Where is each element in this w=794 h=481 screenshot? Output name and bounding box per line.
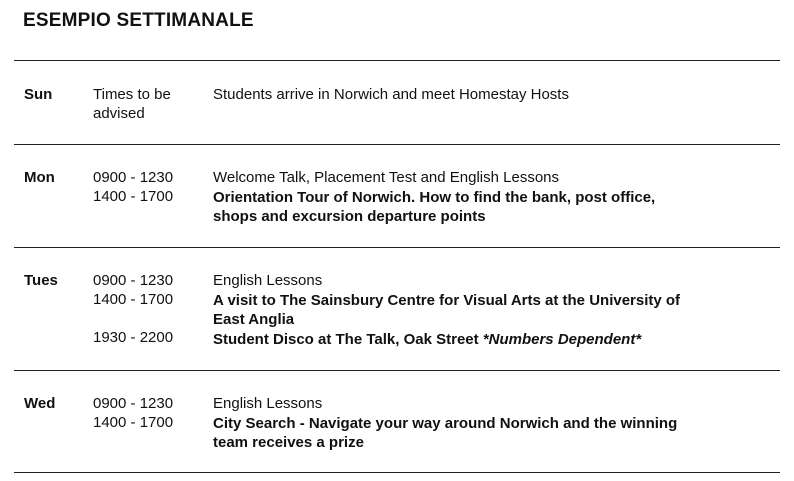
activity-line: shops and excursion departure points	[213, 208, 486, 225]
day-label: Wed	[24, 395, 56, 412]
activity-line: English Lessons	[213, 395, 323, 412]
time-line: advised	[93, 105, 145, 122]
divider	[14, 60, 780, 61]
divider	[14, 472, 780, 473]
divider	[14, 247, 780, 248]
time-cell	[93, 85, 208, 123]
time-cell	[93, 168, 208, 206]
activity-text: Student Disco at The Talk, Oak Street	[213, 330, 483, 348]
time-cell	[93, 271, 208, 347]
time-line: 0900 - 1230	[93, 395, 174, 412]
activity-cell	[213, 271, 773, 349]
activity-line: Orientation Tour of Norwich. How to find the bank, post office,	[213, 188, 656, 206]
time-line: 1400 - 1700	[93, 414, 174, 431]
activity-line: A visit to The Sainsbury Centre for Visual Arts at the University of	[213, 291, 681, 309]
activity-line: Welcome Talk, Placement Test and English Lessons	[213, 169, 560, 186]
time-line: 1930 - 2200	[93, 329, 174, 346]
time-line: 0900 - 1230	[93, 169, 174, 186]
page-title: ESEMPIO SETTIMANALE	[23, 10, 254, 31]
time-line: 0900 - 1230	[93, 272, 174, 289]
day-label: Tues	[24, 272, 58, 289]
divider	[14, 370, 780, 371]
activity-line	[213, 330, 773, 350]
activity-line: East Anglia	[213, 311, 295, 328]
activity-line: English Lessons	[213, 272, 323, 289]
activity-line: City Search - Navigate your way around Norwich and the winning	[213, 414, 678, 432]
activity-cell	[213, 85, 773, 105]
activity-cell	[213, 394, 773, 453]
activity-line: team receives a prize	[213, 434, 364, 451]
day-label: Mon	[24, 169, 55, 186]
time-line: 1400 - 1700	[93, 188, 174, 205]
time-line: 1400 - 1700	[93, 291, 174, 308]
activity-cell	[213, 168, 773, 227]
numbers-dependent-note: *Numbers Dependent*	[482, 330, 642, 348]
activity-line: Students arrive in Norwich and meet Homestay Hosts	[213, 86, 569, 103]
day-label: Sun	[24, 86, 53, 103]
divider	[14, 144, 780, 145]
time-line: Times to be	[93, 86, 171, 103]
time-cell	[93, 394, 208, 432]
